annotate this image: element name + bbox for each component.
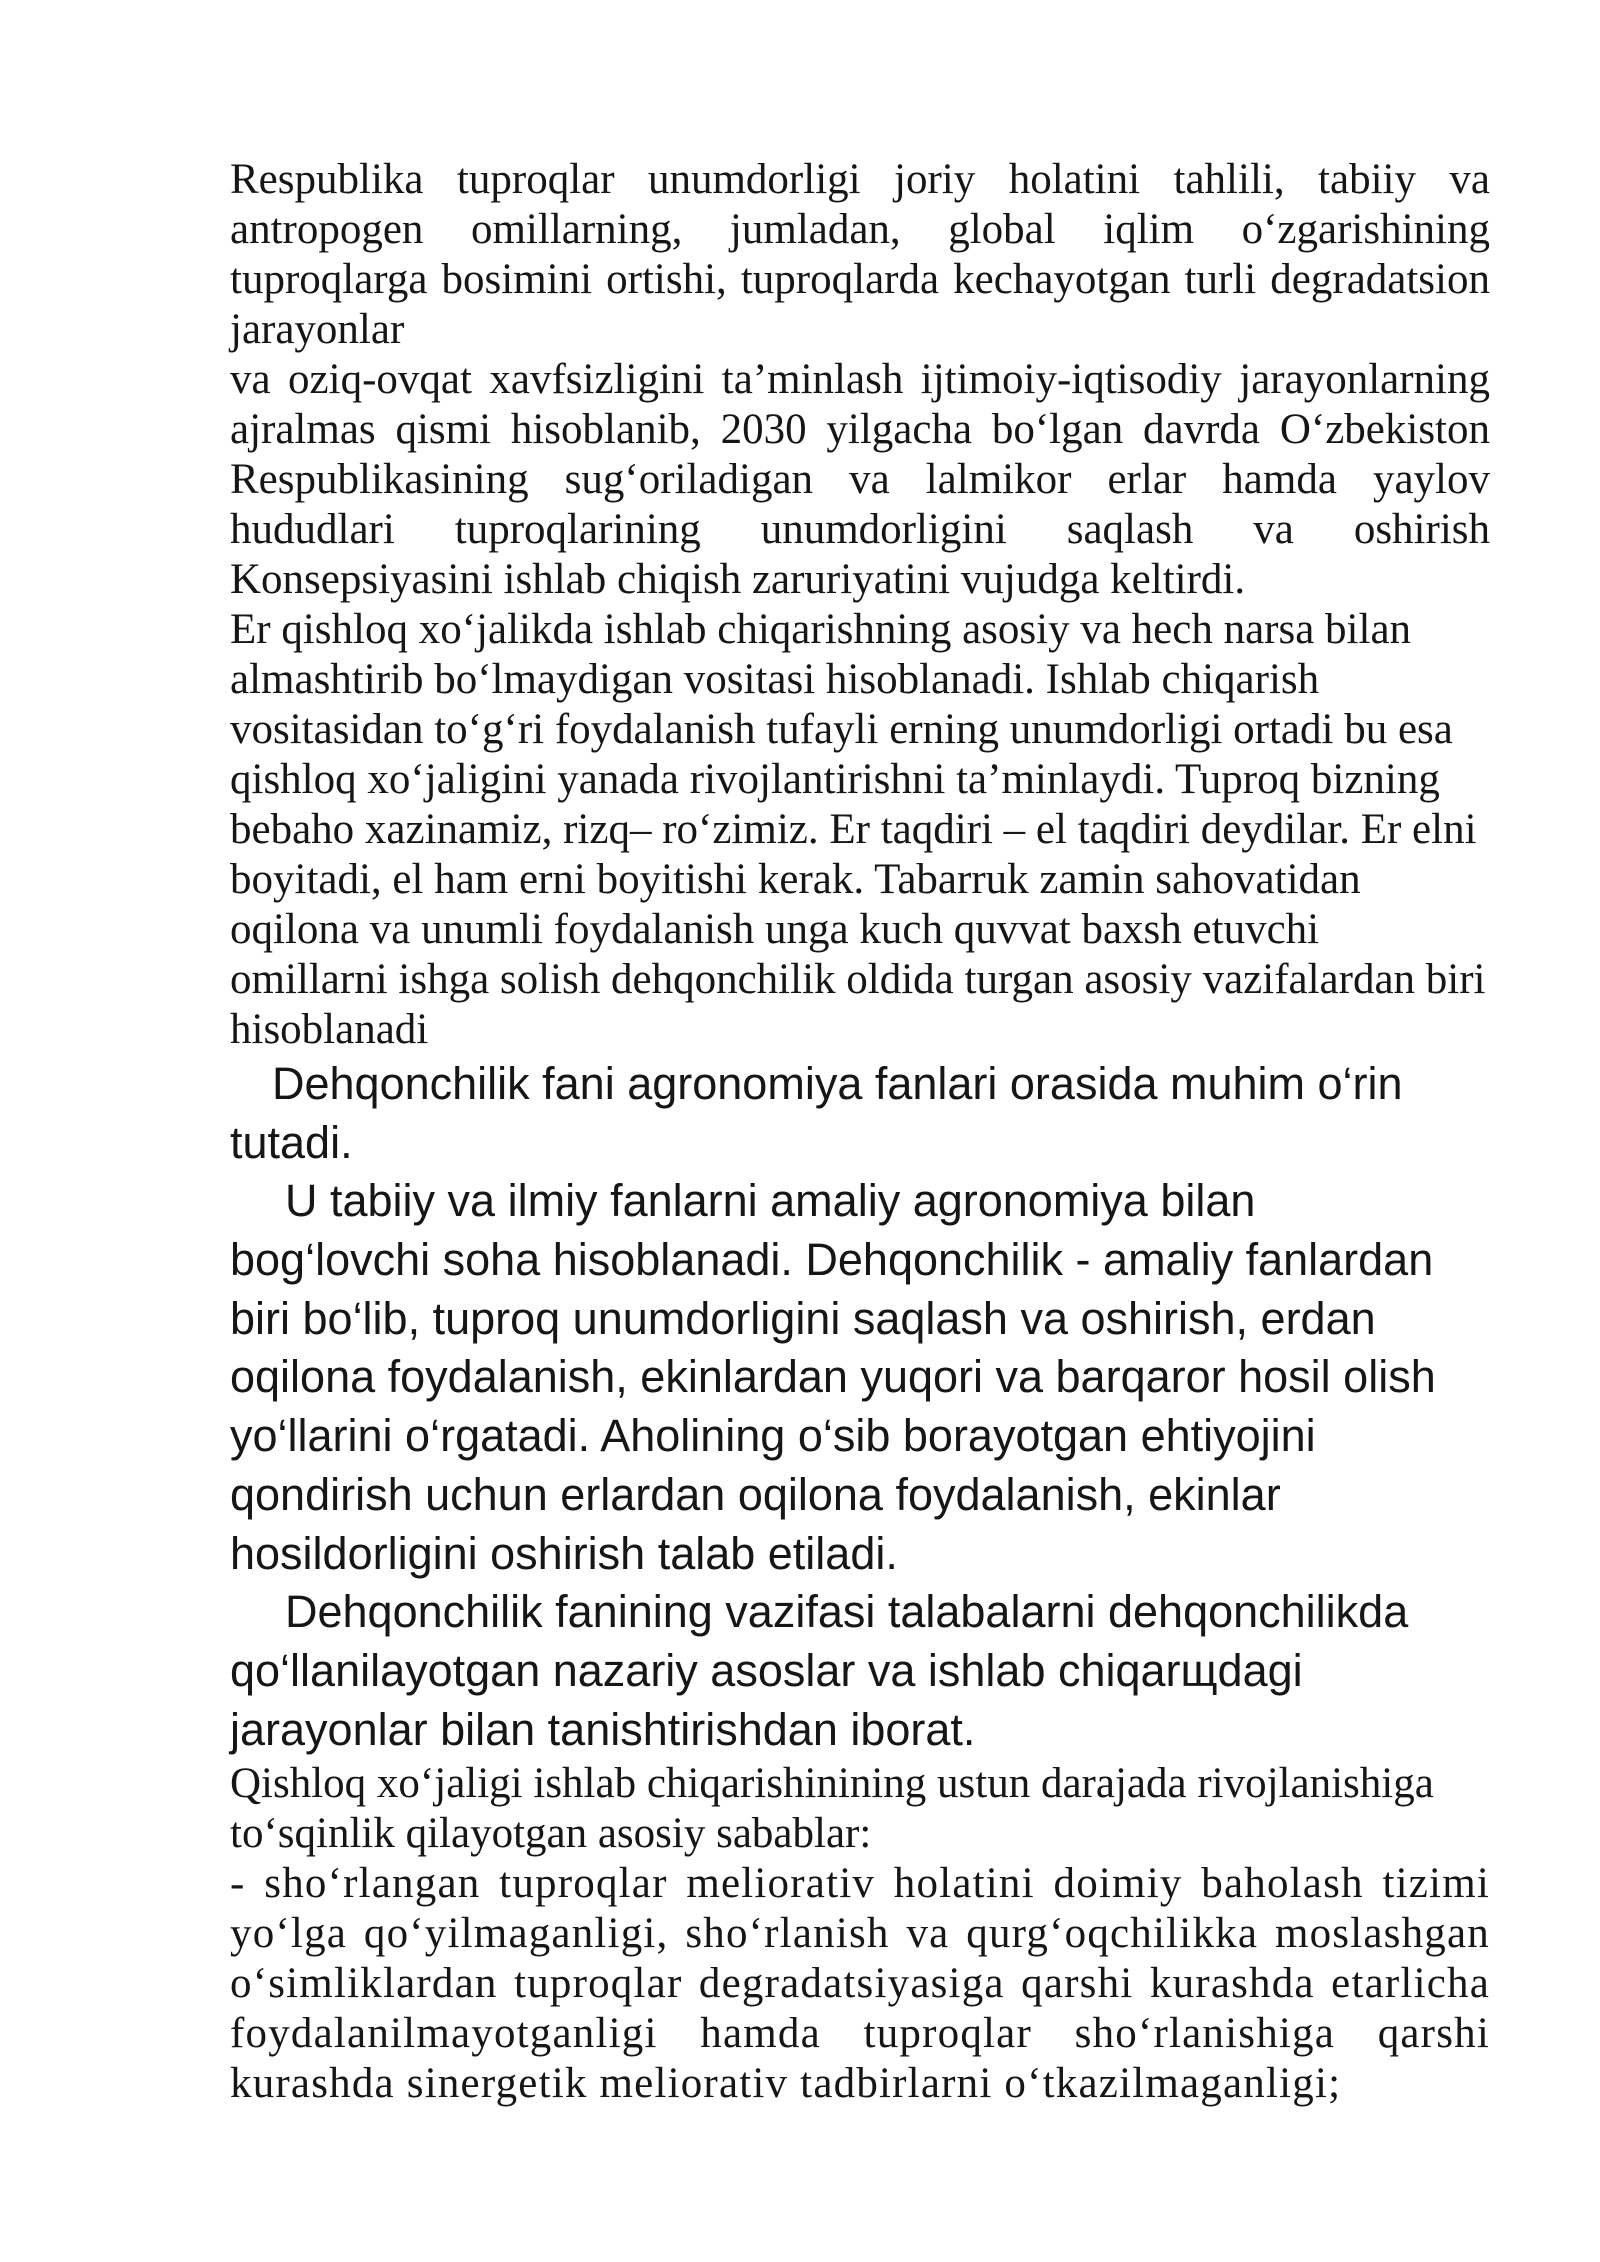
text-line: yo‘lga qo‘yilmaganligi, sho‘rlanish va qurg‘oqchilikka moslashgan xyxy=(230,1910,1490,1958)
paragraph-obstacles-heading xyxy=(230,1759,1490,1859)
text-line: Qishloq xo‘jaligi ishlab chiqarishinining ustun darajada rivojlanishiga xyxy=(230,1760,1434,1808)
text-line: to‘sqinlik qilayotgan asosiy sabablar: xyxy=(230,1810,872,1858)
text-line: antropogen omillarning, jumladan, global iqlim o‘zgarishining xyxy=(230,206,1490,253)
paragraph-land-as-means-of-production xyxy=(230,605,1490,1055)
text-line: jarayonlar bilan tanishtirishdan iborat. xyxy=(230,1703,976,1755)
text-line: vositasidan to‘g‘ri foydalanish tufayli erning unumdorligi ortadi bu esa xyxy=(230,706,1453,753)
text-line: ajralmas qismi hisoblanib, 2030 yilgacha bo‘lgan davrda O‘zbekiston xyxy=(230,406,1490,453)
text-line: bog‘lovchi soha hisoblanadi. Dehqonchilik - amaliy fanlardan xyxy=(230,1234,1434,1286)
text-line: - sho‘rlangan tuproqlar meliorativ holatini doimiy baholash tizimi xyxy=(230,1860,1490,1908)
paragraph-food-security-concept xyxy=(230,355,1490,605)
text-line: U tabiiy va ilmiy fanlarni amaliy agronomiya bilan xyxy=(285,1175,1256,1227)
text-line: tuproqlarga bosimini ortishi, tuproqlarda kechayotgan turli degradatsion xyxy=(230,256,1490,303)
text-line: qo‘llanilayotgan nazariy asoslar va ishlab chiqarщdagi xyxy=(230,1644,1303,1696)
text-line: Dehqonchilik fanining vazifasi talabalarni dehqonchilikda xyxy=(285,1586,1409,1638)
text-line: qishloq xo‘jaligini yanada rivojlantirishni ta’minlaydi. Tuproq bizning xyxy=(230,756,1440,803)
text-line: hosildorligini oshirish talab etiladi. xyxy=(230,1527,898,1579)
text-line: tutadi. xyxy=(230,1116,353,1168)
text-line: Respublikasining sug‘oriladigan va lalmikor erlar hamda yaylov xyxy=(230,456,1490,503)
text-line: oqilona va unumli foydalanish unga kuch quvvat baxsh etuvchi xyxy=(230,906,1320,953)
document-body xyxy=(230,155,1490,2109)
text-line: almashtirib bo‘lmaydigan vositasi hisoblanadi. Ishlab chiqarish xyxy=(230,656,1320,703)
text-line: yo‘llarini o‘rgatadi. Aholining o‘sib borayotgan ehtiyojini xyxy=(230,1410,1316,1462)
text-line: bebaho xazinamiz, rizq– ro‘zimiz. Er taqdiri – el taqdiri deydilar. Er elni xyxy=(230,806,1477,853)
list-item-saline-soils xyxy=(230,1859,1490,2109)
paragraph-course-objective xyxy=(230,1583,1490,1759)
paragraph-applied-agronomy xyxy=(230,1172,1490,1583)
text-line: oqilona foydalanish, ekinlardan yuqori va barqaror hosil olish xyxy=(230,1351,1436,1403)
text-line: qondirish uchun erlardan oqilona foydalanish, ekinlar xyxy=(230,1468,1281,1520)
text-line: jarayonlar xyxy=(230,306,405,353)
text-line: hisoblanadi xyxy=(230,1006,429,1053)
paragraph-agronomy-discipline xyxy=(230,1055,1490,1172)
paragraph-soil-fertility-analysis xyxy=(230,155,1490,355)
text-line: biri bo‘lib, tuproq unumdorligini saqlash va oshirish, erdan xyxy=(230,1292,1376,1344)
text-line: boyitadi, el ham erni boyitishi kerak. Tabarruk zamin sahovatidan xyxy=(230,856,1361,903)
text-line: va oziq-ovqat xavfsizligini ta’minlash ijtimoiy-iqtisodiy jarayonlarning xyxy=(230,356,1490,403)
text-line: Er qishloq xo‘jalikda ishlab chiqarishning asosiy va hech narsa bilan xyxy=(230,606,1412,653)
text-line: Respublika tuproqlar unumdorligi joriy holatini tahlili, tabiiy va xyxy=(230,156,1490,203)
text-line: kurashda sinergetik meliorativ tadbirlarni o‘tkazilmaganligi; xyxy=(230,2060,1342,2108)
text-line: foydalanilmayotganligi hamda tuproqlar sho‘rlanishiga qarshi xyxy=(230,2010,1490,2058)
text-line: hududlari tuproqlarining unumdorligini saqlash va oshirish xyxy=(230,506,1490,553)
text-line: Konsepsiyasini ishlab chiqish zaruriyatini vujudga keltirdi. xyxy=(230,556,1246,603)
text-line: o‘simliklardan tuproqlar degradatsiyasiga qarshi kurashda etarlicha xyxy=(230,1960,1490,2008)
text-line: omillarni ishga solish dehqonchilik oldida turgan asosiy vazifalardan biri xyxy=(230,956,1486,1003)
text-line: Dehqonchilik fani agronomiya fanlari orasida muhim o‘rin xyxy=(272,1058,1403,1109)
